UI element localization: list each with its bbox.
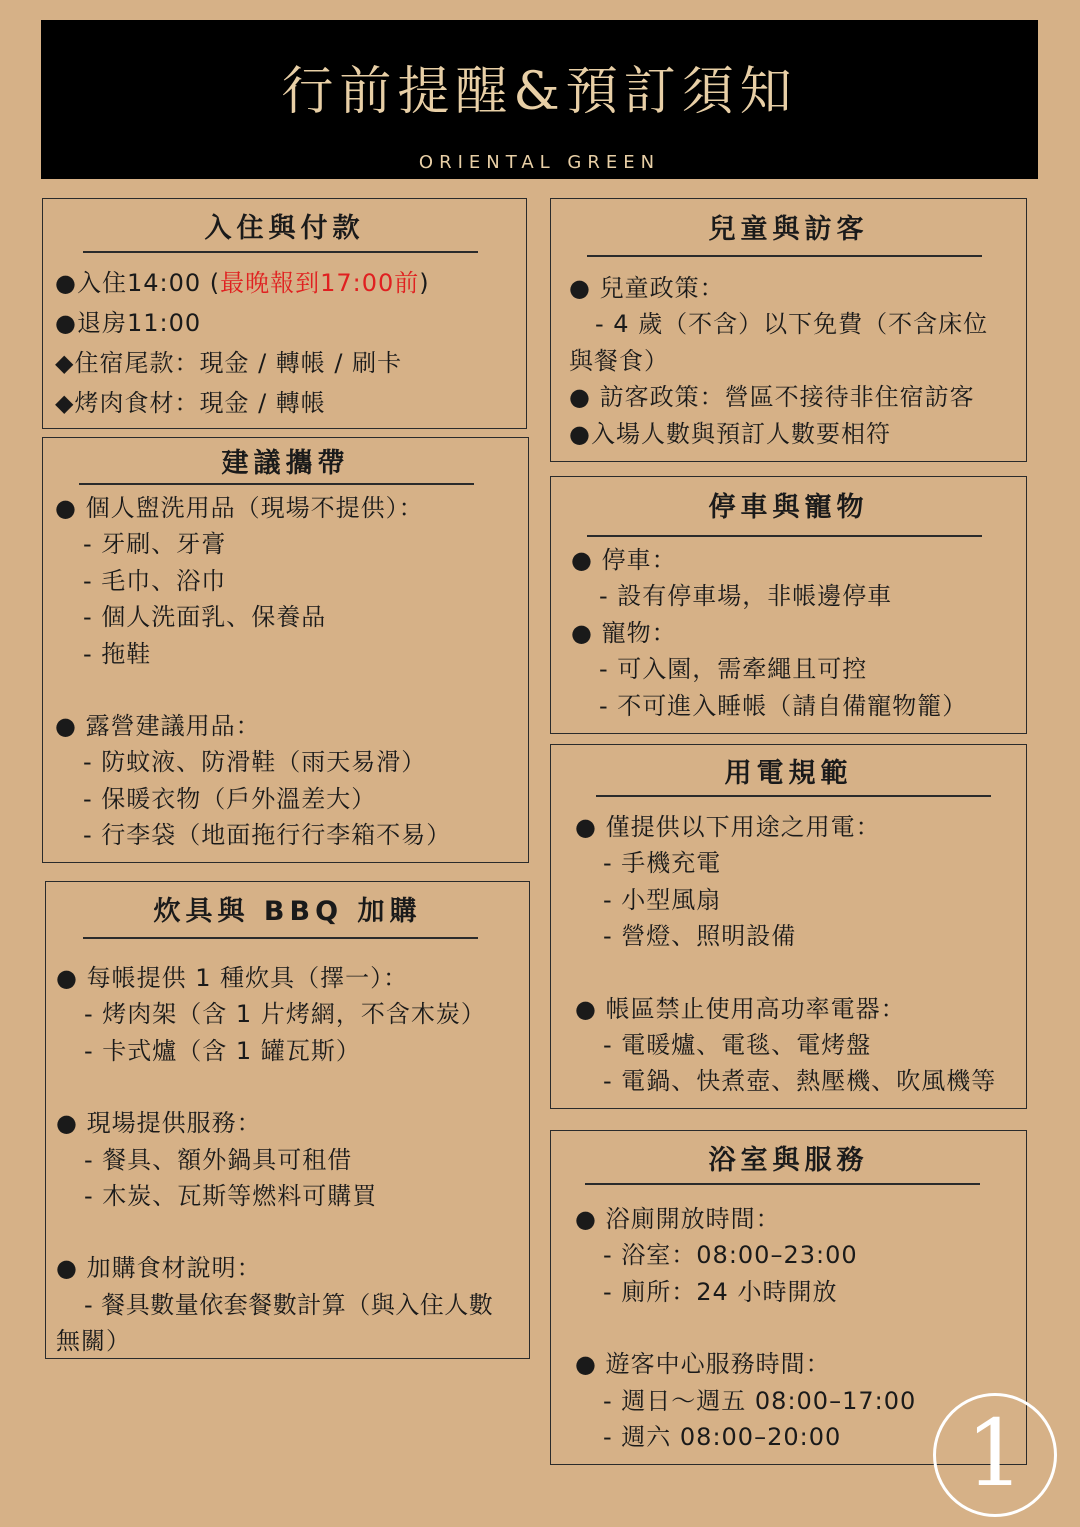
bring-section [42,437,529,863]
latest-arrival-note: 最晚報到17:00前 [220,269,420,297]
visitor-policy: ● 訪客政策：營區不接待非住宿訪客 [569,383,975,412]
page-title: 行前提醒&預訂須知 [281,62,798,122]
visitor-center-heading: ● 遊客中心服務時間： [575,1350,831,1379]
cookware-heading: ● 每帳提供 1 種炊具（擇一）： [56,964,409,992]
bring-item: - 牙刷、牙膏 [83,530,227,559]
restroom-hours-item: - 廁所：24 小時開放 [603,1277,838,1306]
bbq-payment: ◆烤肉食材：現金 / 轉帳 [55,389,326,417]
section-title: 建議攜帶 [221,448,350,479]
title-divider [83,251,478,253]
extra-food-detail: - 餐具數量依套餐數計算（與入住人數 [84,1290,494,1319]
bring-item: - 保暖衣物（戶外溫差大） [83,784,377,813]
parking-pets-section [550,476,1027,734]
bring-item: - 防蚊液、防滑鞋（雨天易滑） [83,748,427,777]
banned-appliances-heading: ● 帳區禁止使用高功率電器： [575,994,906,1023]
title-divider [596,795,991,797]
title-divider [83,937,478,939]
power-rules-section [550,744,1027,1109]
parking-heading: ● 停車： [571,546,677,574]
bring-item: - 毛巾、浴巾 [83,566,227,595]
checkout-time: ●退房11:00 [55,309,202,337]
visitor-center-hours: - 週六 08:00–20:00 [603,1423,842,1452]
section-title: 兒童與訪客 [708,214,869,245]
toiletries-heading: ● 個人盥洗用品（現場不提供）： [55,494,424,522]
children-visitors-section [550,198,1027,462]
restroom-hours-heading: ● 浴廁開放時間： [575,1205,781,1233]
title-divider [79,483,474,485]
section-title: 浴室與服務 [708,1145,869,1176]
allowed-power-item: - 手機充電 [603,849,722,878]
children-policy-detail-cont: 與餐食） [569,346,669,375]
allowed-power-item: - 小型風扇 [603,885,722,914]
restroom-hours-item: - 浴室：08:00–23:00 [603,1241,858,1270]
bring-item: - 個人洗面乳、保養品 [83,603,327,632]
page-number-badge: 1 [933,1393,1057,1517]
pets-heading: ● 寵物： [571,618,677,647]
title-divider [585,1183,980,1185]
banned-appliance-item: - 電暖爐、電毯、電烤盤 [603,1031,872,1060]
banned-appliance-item: - 電鍋、快煮壺、熱壓機、吹風機等 [603,1067,997,1096]
onsite-service-item: - 木炭、瓦斯等燃料可購買 [84,1182,378,1211]
section-title: 炊具與 BBQ 加購 [153,896,422,927]
brand-subtitle: ORIENTAL GREEN [418,152,661,173]
section-title: 停車與寵物 [708,492,869,523]
extra-food-heading: ● 加購食材說明： [56,1254,262,1283]
children-policy-heading: ● 兒童政策： [569,274,725,302]
headcount-rule: ●入場人數與預訂人數要相符 [569,419,891,448]
pets-detail: - 不可進入睡帳（請自備寵物籠） [599,691,968,720]
section-title: 入住與付款 [204,213,365,244]
parking-detail: - 設有停車場，非帳邊停車 [599,582,893,611]
cookware-item: - 卡式爐（含 1 罐瓦斯） [84,1036,361,1065]
lodging-payment: ◆住宿尾款：現金 / 轉帳 / 刷卡 [55,349,403,377]
page-header [41,20,1038,179]
cookware-bbq-section [45,881,530,1359]
allowed-power-heading: ● 僅提供以下用途之用電： [575,813,881,841]
extra-food-detail-cont: 無關） [56,1327,131,1356]
checkin-time: ●入住14:00 (最晚報到17:00前) [55,269,430,297]
cookware-item: - 烤肉架（含 1 片烤網，不含木炭） [84,1000,486,1029]
bring-item: - 行李袋（地面拖行行李箱不易） [83,821,452,850]
allowed-power-item: - 營燈、照明設備 [603,922,797,951]
camping-items-heading: ● 露營建議用品： [55,712,261,741]
title-divider [587,535,982,537]
visitor-center-hours: - 週日～週五 08:00–17:00 [603,1386,917,1415]
pets-detail: - 可入園，需牽繩且可控 [599,655,868,684]
title-divider [587,255,982,257]
children-policy-detail: - 4 歲（不含）以下免費（不含床位 [595,310,989,339]
onsite-services-heading: ● 現場提供服務： [56,1109,262,1138]
onsite-service-item: - 餐具、額外鍋具可租借 [84,1145,353,1174]
bring-item: - 拖鞋 [83,639,152,668]
checkin-section [42,198,527,429]
section-title: 用電規範 [724,758,853,789]
